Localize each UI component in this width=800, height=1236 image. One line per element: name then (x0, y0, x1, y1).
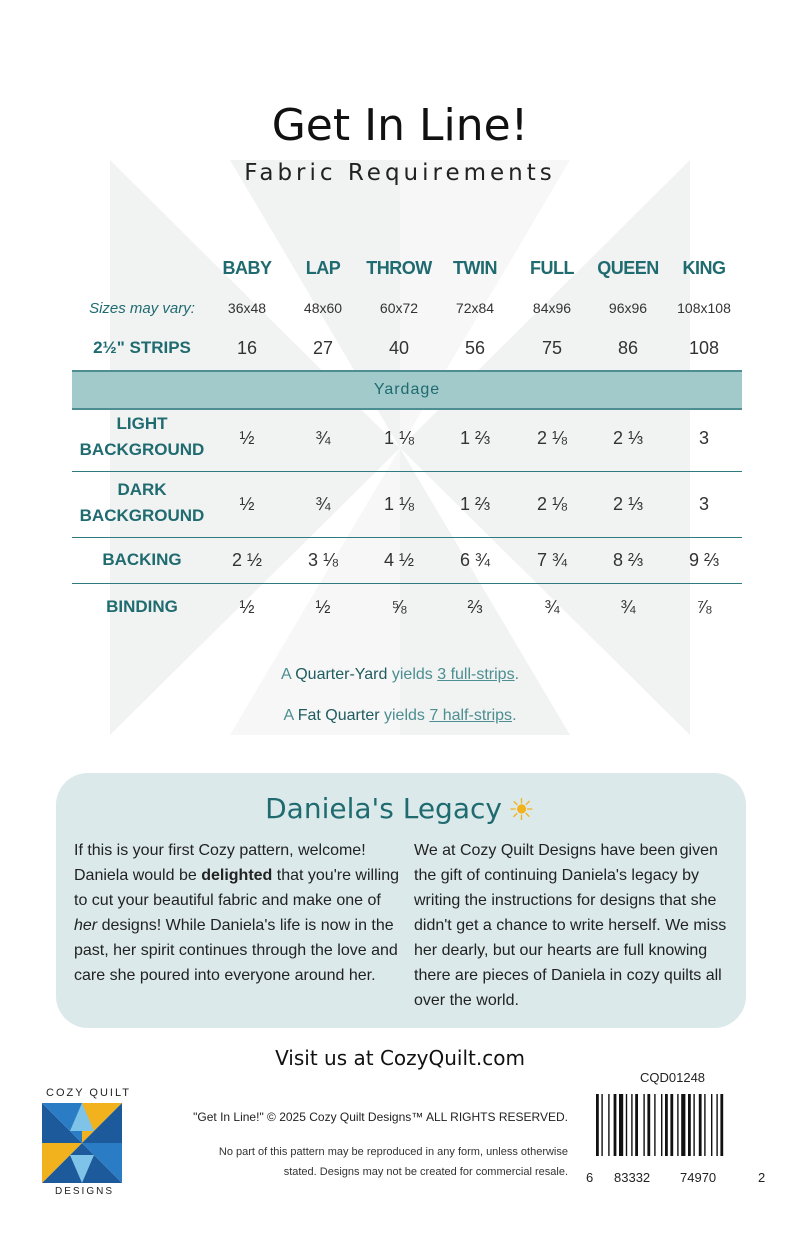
barcode-bar (631, 1094, 632, 1156)
yardage-value: 2 ⅓ (612, 494, 644, 514)
sizes-label: Sizes may vary: (89, 300, 195, 317)
yardage-value: ¾ (620, 597, 636, 617)
yardage-value: 2 ⅛ (536, 494, 568, 514)
legacy-text: If this is your first Cozy pattern, welcome! Daniela would be (74, 842, 366, 884)
note-underlined: 3 full-strips (437, 666, 515, 683)
legacy-text: designs! While Daniela's life is now in the past, her spirit continues through the love and care she poured into everyone around her. (74, 917, 398, 984)
legacy-italic-text: her (74, 917, 98, 934)
barcode-bar (681, 1094, 685, 1156)
pattern-title: Get In Line! (271, 100, 529, 151)
size-value: 48x60 (303, 300, 343, 316)
row-label: BINDING (106, 597, 178, 616)
barcode-bar (670, 1094, 673, 1156)
size-value: 60x72 (379, 300, 419, 316)
row-label: BACKGROUND (79, 506, 205, 525)
note-text: . (514, 666, 520, 683)
barcode-bar (601, 1094, 602, 1156)
barcode-bar (635, 1094, 638, 1156)
barcode-bar (716, 1094, 717, 1156)
yardage-value: 3 ⅛ (307, 550, 339, 570)
yardage-value: ½ (239, 428, 255, 448)
strip-count: 56 (464, 338, 486, 358)
barcode-bar (688, 1094, 691, 1156)
header-throw: THROW (366, 258, 432, 278)
strips-label: 2½" STRIPS (93, 338, 191, 357)
yardage-value: 1 ⅔ (459, 494, 491, 514)
strip-count: 75 (541, 338, 563, 358)
yardage-value: ⅝ (391, 597, 407, 617)
product-code: CQD01248 (640, 1070, 706, 1085)
barcode-digit: 74970 (680, 1170, 717, 1185)
logo-text-top: COZY QUILT (46, 1087, 131, 1099)
barcode-bar (711, 1094, 712, 1156)
legacy-title (0, 792, 800, 828)
copyright-text: "Get In Line!" © 2025 Cozy Quilt Designs™ ALL RIGHTS RESERVED. (193, 1110, 568, 1124)
legacy-text: that you're willing to cut your beautiful fabric and make one of (74, 867, 399, 909)
barcode-bar (661, 1094, 662, 1156)
row-label: DARK (117, 480, 167, 499)
barcode-digit: 6 (586, 1170, 594, 1185)
yardage-value: 1 ⅛ (383, 428, 415, 448)
yardage-value: 1 ⅔ (459, 428, 491, 448)
legacy-column-left (74, 838, 399, 988)
header-full: FULL (530, 258, 574, 278)
row-label: BACKING (102, 550, 182, 569)
header-baby: BABY (222, 258, 272, 278)
yardage-value: 1 ⅛ (383, 494, 415, 514)
barcode-bar (596, 1094, 599, 1156)
row-divider (72, 537, 742, 538)
yardage-value: 2 ½ (231, 550, 263, 570)
quarter-yard-note (0, 666, 800, 684)
yardage-value: 8 ⅔ (612, 550, 644, 570)
row-label: BACKGROUND (79, 440, 205, 459)
size-value: 84x96 (532, 300, 572, 316)
sun-icon: ☀ (507, 793, 535, 828)
legal-line: No part of this pattern may be reproduced in any form, unless otherwise (218, 1146, 568, 1158)
header-twin: TWIN (453, 258, 497, 278)
barcode-bar (626, 1094, 627, 1156)
barcode-bar (614, 1094, 617, 1156)
note-text: . (512, 707, 517, 724)
barcode-bar (608, 1094, 609, 1156)
yardage-value: ¾ (544, 597, 560, 617)
barcode-bar (677, 1094, 678, 1156)
strip-count: 86 (617, 338, 639, 358)
logo-text-bottom: DESIGNS (55, 1186, 115, 1197)
header-queen: QUEEN (597, 258, 659, 278)
size-value: 108x108 (677, 300, 731, 316)
note-text: A (283, 707, 294, 724)
barcode-digit: 2 (758, 1170, 766, 1185)
barcode-bar (704, 1094, 705, 1156)
note-text: A (280, 666, 291, 683)
yardage-value: ½ (239, 494, 255, 514)
row-divider (72, 583, 742, 584)
legacy-column-right: We at Cozy Quilt Designs have been given the gift of continuing Daniela's legacy by writing the instructions for designs that she didn't get a chance to write herself. We miss her dearly, but our hearts are full knowing there are pieces of Daniela in cozy quilts all over the world. (414, 842, 727, 1009)
yardage-value: ⅔ (467, 597, 483, 617)
yardage-value: ½ (239, 597, 255, 617)
website-link[interactable]: Visit us at CozyQuilt.com (275, 1046, 525, 1070)
page-subtitle: Fabric Requirements (244, 160, 556, 186)
yardage-value: 2 ⅓ (612, 428, 644, 448)
note-underlined: 7 half-strips (429, 707, 513, 724)
barcode-bar (643, 1094, 644, 1156)
note-text: yields (384, 707, 425, 724)
legacy-title-text: Daniela's Legacy (265, 792, 502, 825)
yardage-value: 9 ⅔ (688, 550, 720, 570)
yardage-value: ¾ (315, 428, 331, 448)
yardage-value: 3 (698, 494, 709, 514)
barcode (596, 1094, 756, 1156)
row-label: LIGHT (116, 414, 168, 433)
barcode-bar (654, 1094, 655, 1156)
strip-count: 16 (236, 338, 258, 358)
barcode-bar (619, 1094, 623, 1156)
yardage-value: 2 ⅛ (536, 428, 568, 448)
yardage-value: 6 ¾ (459, 550, 491, 570)
note-emphasis: Fat Quarter (297, 707, 380, 724)
barcode-bar (693, 1094, 694, 1156)
header-king: KING (682, 258, 726, 278)
yardage-value: ¾ (315, 494, 331, 514)
barcode-bar (699, 1094, 702, 1156)
yardage-value: 7 ¾ (536, 550, 568, 570)
legal-notice (148, 1142, 568, 1182)
strip-count: 40 (388, 338, 410, 358)
legal-line: stated. Designs may not be created for commercial resale. (283, 1166, 568, 1178)
yardage-value: 4 ½ (383, 550, 415, 570)
yardage-value: ⅞ (696, 597, 712, 617)
fat-quarter-note (0, 707, 800, 725)
yardage-value: 3 (698, 428, 709, 448)
size-value: 72x84 (455, 300, 495, 316)
barcode-bar (720, 1094, 723, 1156)
size-value: 96x96 (608, 300, 648, 316)
size-value: 36x48 (227, 300, 267, 316)
note-emphasis: Quarter-Yard (295, 666, 388, 683)
strip-count: 27 (312, 338, 334, 358)
cozy-quilt-logo (42, 1103, 122, 1183)
barcode-digit: 83332 (614, 1170, 651, 1185)
strip-count: 108 (688, 338, 720, 358)
yardage-band: Yardage (72, 370, 742, 410)
yardage-value: ½ (315, 597, 331, 617)
row-divider (72, 471, 742, 472)
barcode-bar (665, 1094, 668, 1156)
barcode-bar (647, 1094, 650, 1156)
header-lap: LAP (305, 258, 341, 278)
note-text: yields (391, 666, 433, 683)
legacy-bold-text: delighted (201, 867, 273, 884)
